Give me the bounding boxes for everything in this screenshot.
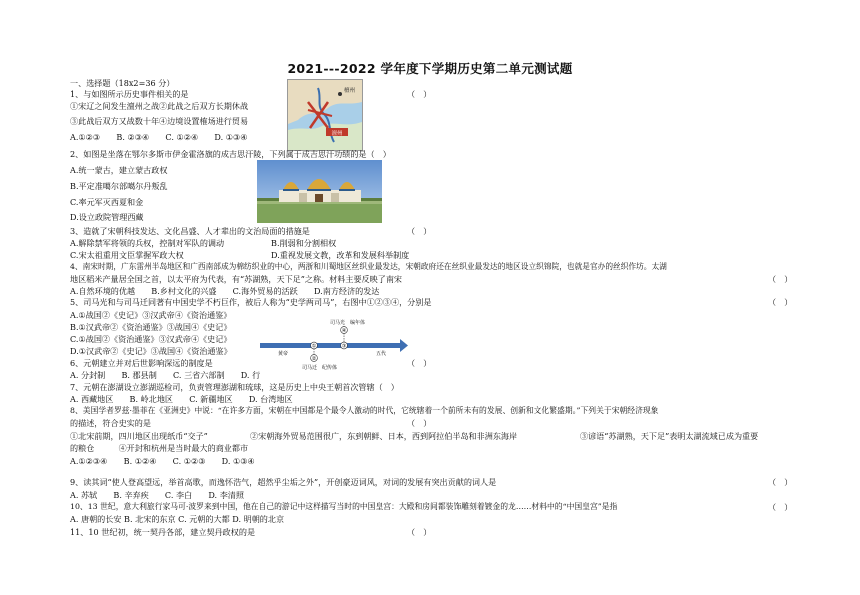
q8-option-3: ③谚语“苏湖熟，天下足”表明太湖流域已成为重要: [580, 431, 759, 441]
q1-answer-paren: （ ）: [407, 89, 432, 99]
q5-stem: 5、司马光和与司马迁同著有中国史学不朽巨作，被后人称为“史学两司马”，右图中①②③④，分别是: [70, 297, 432, 307]
timeline-marker-3: ③: [341, 343, 347, 350]
q5-option-a: A.①战国②《史记》③汉武帝④《资治通鉴》: [70, 310, 232, 320]
timeline-marker-2: ②: [311, 356, 317, 362]
q10-answer-paren: （ ）: [768, 502, 793, 512]
q9-answer-paren: （ ）: [768, 477, 793, 487]
q2-mausoleum-photo: [257, 160, 382, 223]
q5-option-c: C.①战国②《资治通鉴》③汉武帝④《史记》: [70, 334, 232, 344]
q8-option-2: ②宋朝海外贸易范围很广，东到朝鲜、日本，西到阿拉伯半岛和非洲东海岸: [250, 431, 518, 441]
q9-stem: 9、读其词“使人登高望远，举首高歌，而逸怀浩气，超然乎尘垢之外”，开创豪迈词风，对词的发展有突出贡献的词人是: [70, 477, 497, 487]
timeline-end-label: 五代: [376, 351, 387, 357]
q8-line-1: 8、美国学者罗兹·墨菲在《亚洲史》中说：“在许多方面，宋朝在中国都是个最令人激动的时代，它统辖着一个前所未有的发展、创新和文化繁盛期。”下列关于宋朝经济现象: [70, 406, 659, 415]
q2-option-a: A.统一蒙古，建立蒙古政权: [70, 165, 168, 175]
q4-line-2: 地区稻米产量居全国之首，以太平府为代表，有“苏湖熟，天下足”之称。材料主要反映了南宋: [70, 274, 403, 284]
timeline-marker-1: ①: [311, 343, 317, 350]
q8-option-1: ①北宋前期，四川地区出现纸币“交子”: [70, 431, 208, 441]
q10-answers: A. 唐朝的长安 B. 北宋的东京 C. 元朝的大都 D. 明朝的北京: [70, 514, 285, 524]
q2-stem: 2、如图是坐落在鄂尔多斯市伊金霍洛旗的成吉思汗陵，下列属于成吉思汗功绩的是（ ）: [70, 149, 391, 159]
q9-answers: A. 苏轼 B. 辛弃疾 C. 李白 D. 李清照: [70, 490, 244, 500]
q5-timeline-diagram: [258, 318, 410, 370]
timeline-top-label: 司马光 编年体: [330, 320, 366, 326]
map-label: 澶州: [331, 131, 343, 137]
q1-answers: A.①②③ B. ②③④ C. ①②④ D. ①③④: [70, 132, 248, 142]
q2-option-d: D.设立政院管理西藏: [70, 212, 144, 222]
map-label-2: 檀州: [344, 88, 356, 94]
q8-line-4: 的粮仓 ④开封和杭州是当时最大的商业都市: [70, 443, 249, 453]
q7-stem: 7、元朝在澎湖设立澎湖巡检司，负责管理澎湖和琉球，这是历史上中央王朝首次管辖（ ）: [70, 382, 399, 392]
q1-stem: 1、与如图所示历史事件相关的是: [70, 89, 189, 99]
q3-option-b: B.削弱和分割相权: [271, 238, 337, 248]
q1-map-image: [287, 79, 363, 151]
q2-option-c: C.率元军灭西夏和金: [70, 197, 144, 207]
q10-stem: 10、13 世纪，意大利旅行家马可·波罗来到中国，他在自己的游记中这样描写当时的中国皇宫：大殿和房间都装饰雕刻着镀金的龙……材料中的“中国皇宫”是指: [70, 502, 618, 511]
q5-option-b: B.①汉武帝②《资治通鉴》③战国④《史记》: [70, 322, 232, 332]
q5-option-d: D.①汉武帝②《史记》③战国④《资治通鉴》: [70, 346, 232, 356]
q1-option-line-1: ①宋辽之间发生澶州之战②此战之后双方长期休战: [70, 101, 249, 111]
q8-answer-paren: （ ）: [407, 418, 432, 428]
timeline-marker-4: ④: [341, 328, 347, 334]
q11-answer-paren: （ ）: [407, 527, 432, 537]
q5-answer-paren: （ ）: [768, 297, 793, 307]
q6-answer-paren: （ ）: [407, 358, 432, 368]
q4-line-1: 4、南宋时期，广东雷州半岛地区和广西南部成为棉纺织业的中心，两浙和川蜀地区丝织业最发达，宋朝政府还在丝织业最发达的地区设立织锦院，也就是官办的丝织作坊。太湖: [70, 262, 667, 271]
timeline-start-label: 黄帝: [278, 351, 289, 357]
timeline-bottom-label: 司马迁 纪传体: [302, 365, 338, 370]
q3-stem: 3、造就了宋朝科技发达、文化昌盛、人才辈出的文治局面的措施是: [70, 226, 310, 236]
exam-title: 2021---2022 学年度下学期历史第二单元测试题: [287, 61, 573, 76]
q2-option-b: B.平定准噶尔部噶尔丹叛乱: [70, 181, 168, 191]
section-heading: 一、选择题（18x2=36 分）: [70, 78, 175, 88]
q6-answers: A. 分封制 B. 郡县制 C. 三省六部制 D. 行: [70, 370, 261, 380]
q4-answers: A.自然环境的优越 B.乡村文化的兴盛 C.海外贸易的活跃 D.南方经济的发达: [70, 286, 380, 296]
q3-option-a: A.解除禁军将领的兵权，控制对军队的调动: [70, 238, 225, 248]
q7-answers: A. 西藏地区 B. 岭北地区 C. 新疆地区 D. 台湾地区: [70, 394, 293, 404]
q8-answers: A.①②③④ B. ①②④ C. ①②③ D. ①③④: [70, 456, 255, 466]
q3-option-c: C.宋太祖重用文臣掌握军政大权: [70, 250, 184, 260]
q4-answer-paren: （ ）: [768, 274, 793, 284]
q3-option-d: D.重视发展文教，改革和发展科举制度: [271, 250, 410, 260]
q11-stem: 11、10 世纪初，统一契丹各部，建立契丹政权的是: [70, 527, 256, 537]
q1-option-line-2: ③此战后双方又战数十年④边境设置榷场进行贸易: [70, 116, 249, 126]
q8-line-2: 的描述，符合史实的是: [70, 418, 151, 428]
q6-stem: 6、元朝建立并对后世影响深远的制度是: [70, 358, 213, 368]
q3-answer-paren: （ ）: [407, 226, 432, 236]
